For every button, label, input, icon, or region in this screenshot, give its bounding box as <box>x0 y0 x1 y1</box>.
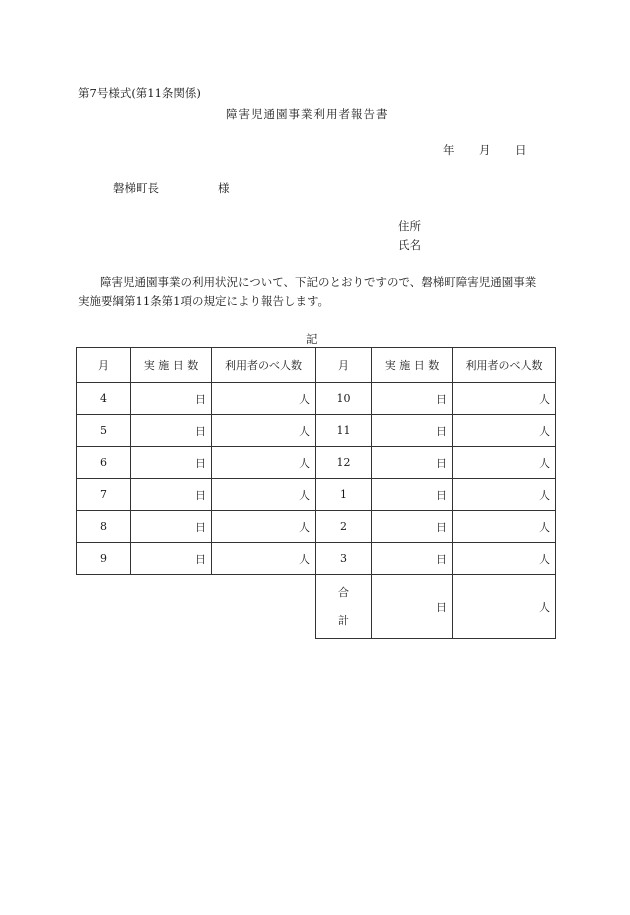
report-table <box>76 347 556 639</box>
blank-area <box>77 575 316 639</box>
month-cell: 12 <box>316 447 372 479</box>
date-line <box>443 142 527 158</box>
month-cell: 2 <box>316 511 372 543</box>
header-month: 月 <box>316 348 372 383</box>
body-line-2: 実施要綱第11条第1項の規定により報告します。 <box>78 294 330 308</box>
users-input[interactable]: 人 <box>453 511 556 543</box>
table-header-row <box>77 348 556 383</box>
days-input[interactable]: 日 <box>372 383 453 415</box>
users-input[interactable]: 人 <box>212 447 316 479</box>
total-label-1: 合 <box>338 585 349 599</box>
total-days-input[interactable]: 日 <box>372 575 453 639</box>
users-input[interactable]: 人 <box>212 511 316 543</box>
days-input[interactable]: 日 <box>131 543 212 575</box>
recipient-name: 磐梯町長 <box>113 181 159 195</box>
users-input[interactable]: 人 <box>453 543 556 575</box>
month-cell: 10 <box>316 383 372 415</box>
days-input[interactable]: 日 <box>372 447 453 479</box>
document-title: 障害児通園事業利用者報告書 <box>226 107 389 121</box>
recipient-suffix: 様 <box>218 181 230 195</box>
days-input[interactable]: 日 <box>131 511 212 543</box>
users-input[interactable]: 人 <box>212 543 316 575</box>
users-input[interactable]: 人 <box>212 415 316 447</box>
days-input[interactable]: 日 <box>131 479 212 511</box>
header-month: 月 <box>77 348 131 383</box>
address-label: 住所 <box>398 219 421 233</box>
users-input[interactable]: 人 <box>453 447 556 479</box>
header-users: 利用者のべ人数 <box>453 348 556 383</box>
month-cell: 7 <box>77 479 131 511</box>
month-cell: 11 <box>316 415 372 447</box>
date-year-label: 年 <box>443 143 455 157</box>
days-input[interactable]: 日 <box>131 447 212 479</box>
body-line-1: 障害児通園事業の利用状況について、下記のとおりですので、磐梯町障害児通園事業 <box>100 275 537 289</box>
users-input[interactable]: 人 <box>453 479 556 511</box>
days-input[interactable]: 日 <box>131 383 212 415</box>
users-input[interactable]: 人 <box>453 415 556 447</box>
month-cell: 1 <box>316 479 372 511</box>
days-input[interactable]: 日 <box>372 511 453 543</box>
body-text <box>78 273 558 311</box>
header-days: 実 施 日 数 <box>131 348 212 383</box>
month-cell: 8 <box>77 511 131 543</box>
table-row <box>77 415 556 447</box>
users-input[interactable]: 人 <box>212 383 316 415</box>
days-input[interactable]: 日 <box>372 479 453 511</box>
month-cell: 4 <box>77 383 131 415</box>
table-row <box>77 383 556 415</box>
date-month-label: 月 <box>479 143 491 157</box>
days-input[interactable]: 日 <box>372 415 453 447</box>
total-label <box>316 575 372 639</box>
table-row <box>77 511 556 543</box>
date-day-label: 日 <box>515 143 527 157</box>
month-cell: 5 <box>77 415 131 447</box>
users-input[interactable]: 人 <box>212 479 316 511</box>
header-days: 実 施 日 数 <box>372 348 453 383</box>
total-label-2: 計 <box>338 613 349 627</box>
days-input[interactable]: 日 <box>131 415 212 447</box>
table-row <box>77 447 556 479</box>
month-cell: 9 <box>77 543 131 575</box>
name-label: 氏名 <box>398 238 421 252</box>
days-input[interactable]: 日 <box>372 543 453 575</box>
table-row <box>77 543 556 575</box>
table-row <box>77 479 556 511</box>
header-users: 利用者のべ人数 <box>212 348 316 383</box>
month-cell: 3 <box>316 543 372 575</box>
month-cell: 6 <box>77 447 131 479</box>
total-row <box>77 575 556 639</box>
total-users-input[interactable]: 人 <box>453 575 556 639</box>
users-input[interactable]: 人 <box>453 383 556 415</box>
form-number: 第7号様式(第11条関係) <box>78 86 201 100</box>
ki-heading: 記 <box>306 332 318 346</box>
